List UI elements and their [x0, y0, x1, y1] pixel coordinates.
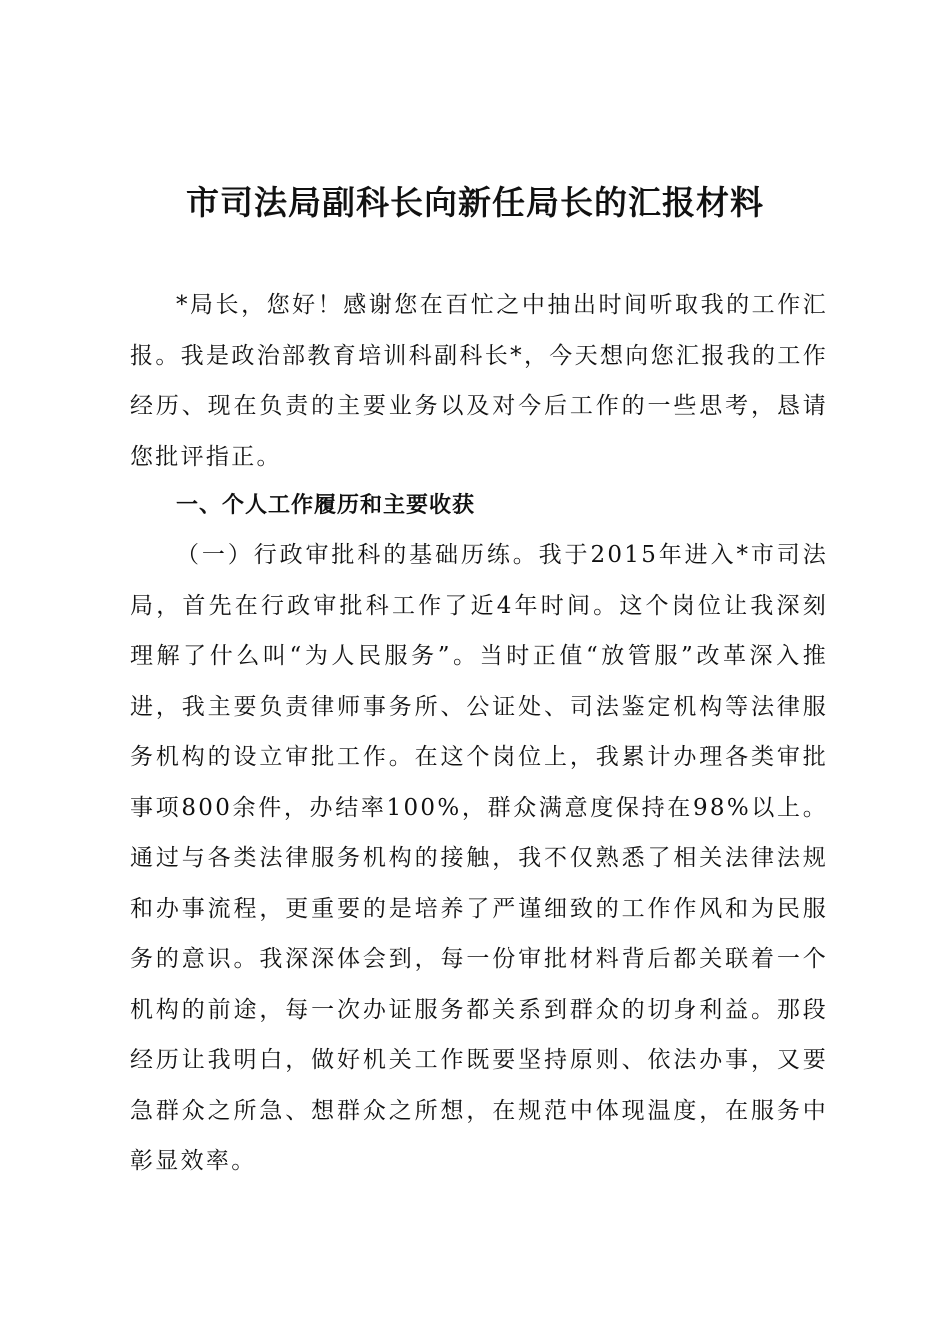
section-heading-1: 一、个人工作履历和主要收获: [176, 493, 476, 518]
intro-paragraph: *局长，您好！感谢您在百忙之中抽出时间听取我的工作汇报。我是政治部教育培训科副科长*，今天想向您汇报我的工作经历、现在负责的主要业务以及对今后工作的一些思考，恳请您批评指正。: [130, 292, 828, 470]
document-title: 市司法局副科长向新任局长的汇报材料: [186, 183, 764, 222]
subsection-1-paragraph: （一）行政审批科的基础历练。我于2015年进入*市司法局，首先在行政审批科工作了近4年时间。这个岗位让我深刻理解了什么叫“为人民服务”。当时正值“放管服”改革深入推进，我主要负责律师事务所、公证处、司法鉴定机构等法律服务机构的设立审批工作。在这个岗位上，我累计办理各类审批事项800余件，办结率100%，群众满意度保持在98%以上。通过与各类法律服务机构的接触，我不仅熟悉了相关法律法规和办事流程，更重要的是培养了严谨细致的工作作风和为民服务的意识。我深深体会到，每一份审批材料背后都关联着一个机构的前途，每一次办证服务都关系到群众的切身利益。那段经历让我明白，做好机关工作既要坚持原则、依法办事，又要急群众之所急、想群众之所想，在规范中体现温度，在服务中彰显效率。: [130, 542, 828, 1174]
